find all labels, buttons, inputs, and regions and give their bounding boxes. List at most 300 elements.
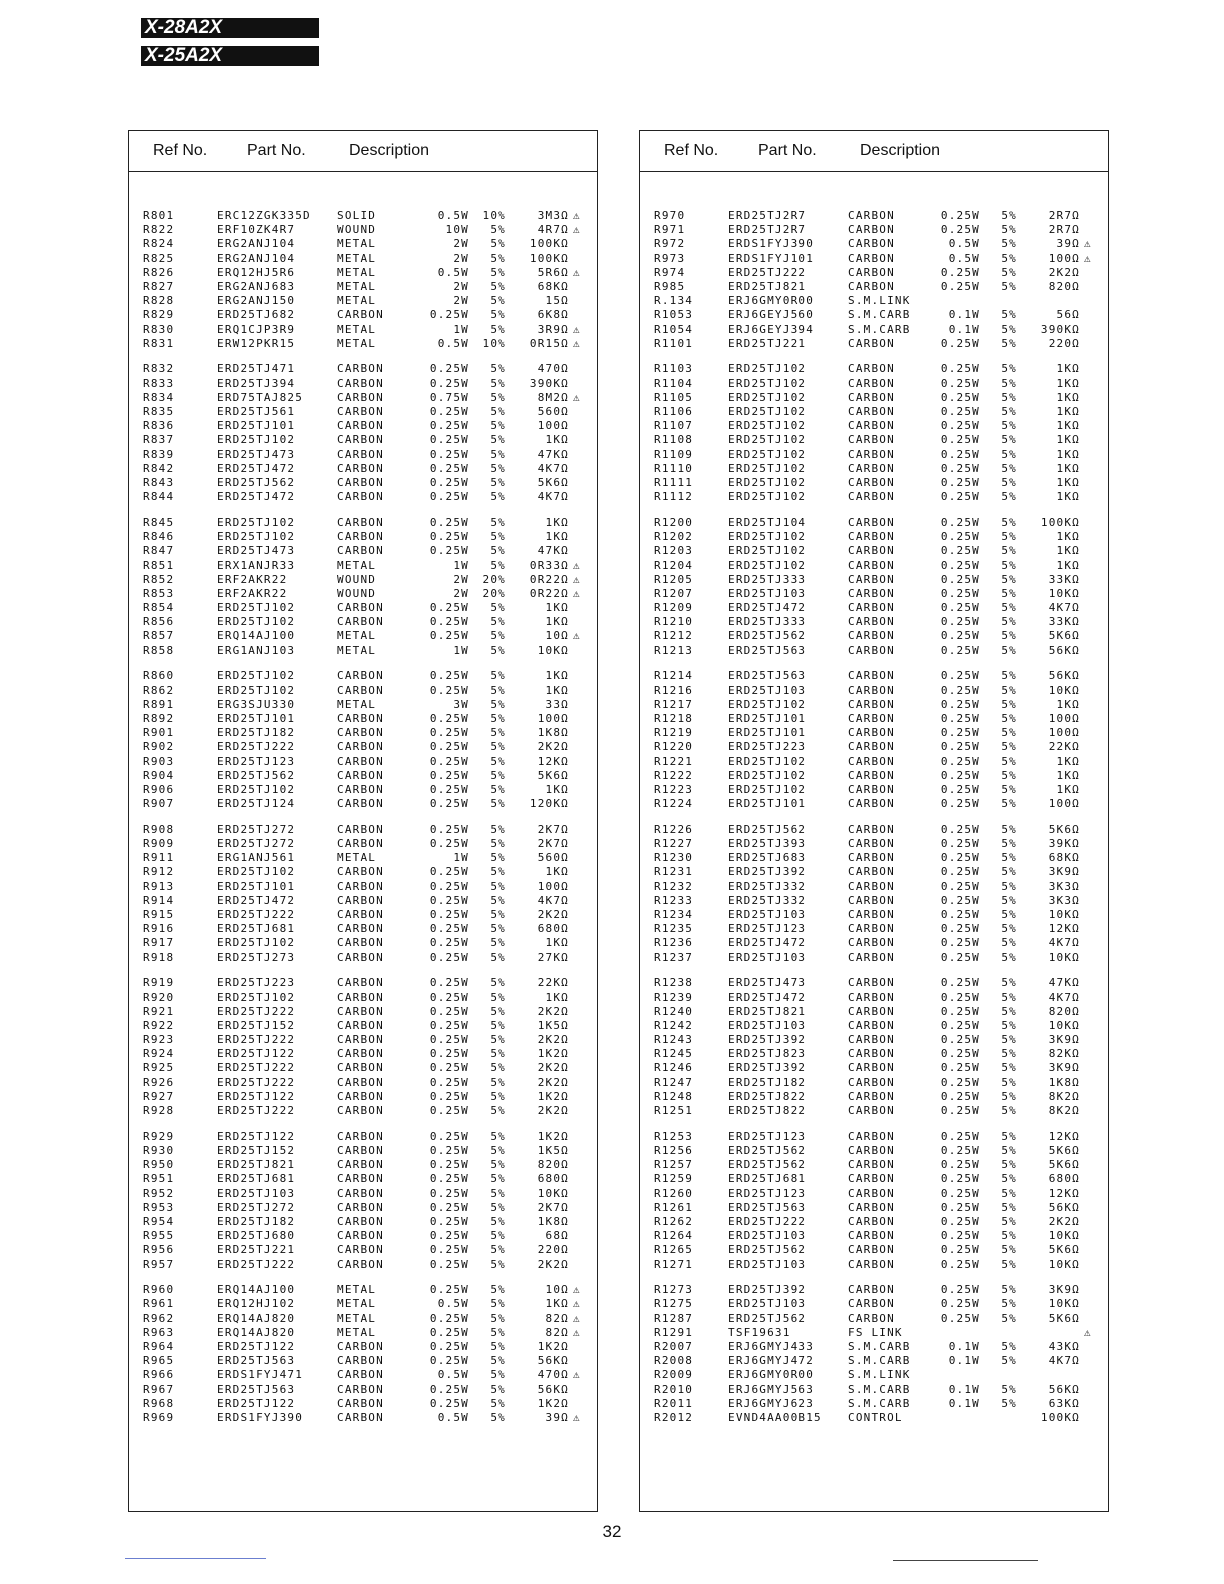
value: 120KΩ	[529, 797, 569, 811]
tolerance: 5%	[1001, 1382, 1017, 1396]
tolerance: 5%	[490, 1104, 506, 1118]
part-no: ERD25TJ822	[728, 1104, 807, 1118]
part-no: ERG1ANJ561	[217, 851, 296, 865]
part-no: ERD25TJ102	[217, 515, 296, 529]
type: CARBON	[848, 572, 895, 586]
ref-no: R843	[143, 475, 175, 489]
tolerance: 5%	[1001, 447, 1017, 461]
wattage: 0.25W	[429, 447, 469, 461]
table-row	[129, 1033, 597, 1047]
table-row	[640, 936, 1108, 950]
part-no: ERD25TJ102	[728, 490, 807, 504]
type: CARBON	[848, 405, 895, 419]
ref-no: R902	[143, 740, 175, 754]
tolerance: 5%	[490, 936, 506, 950]
type: CARBON	[337, 1368, 384, 1382]
page-number: 32	[602, 1522, 622, 1541]
ref-no: R985	[654, 279, 686, 293]
tolerance: 5%	[490, 1243, 506, 1257]
part-no: ERD25TJ472	[728, 601, 807, 615]
ref-no: R919	[143, 976, 175, 990]
part-no: ERD25TJ102	[728, 390, 807, 404]
wattage: 0.25W	[429, 490, 469, 504]
type: CARBON	[848, 475, 895, 489]
type: CARBON	[848, 1229, 895, 1243]
part-no: ERG2ANJ104	[217, 237, 296, 251]
wattage: 0.25W	[940, 1004, 980, 1018]
value: 10KΩ	[1048, 1297, 1080, 1311]
part-no: ERD25TJ563	[728, 1200, 807, 1214]
value: 12KΩ	[1048, 1129, 1080, 1143]
tolerance: 5%	[490, 322, 506, 336]
ref-no: R833	[143, 376, 175, 390]
tolerance: 5%	[1001, 1018, 1017, 1032]
value: 5K6Ω	[1048, 1311, 1080, 1325]
part-no: ERDS1FYJ101	[728, 251, 815, 265]
value: 1KΩ	[1056, 419, 1080, 433]
ref-no: R1109	[654, 447, 694, 461]
wattage: 0.25W	[429, 1283, 469, 1297]
part-no: ERD25TJ272	[217, 822, 296, 836]
type: CONTROL	[848, 1410, 903, 1424]
part-no: ERDS1FYJ390	[728, 237, 815, 251]
tolerance: 5%	[490, 490, 506, 504]
table-row	[640, 223, 1108, 237]
table-body	[129, 209, 597, 1437]
type: METAL	[337, 697, 377, 711]
value: 100KΩ	[529, 237, 569, 251]
ref-no: R1251	[654, 1104, 694, 1118]
tolerance: 5%	[1001, 544, 1017, 558]
wattage: 2W	[453, 586, 469, 600]
value: 5K6Ω	[1048, 1144, 1080, 1157]
value: 4K7Ω	[537, 893, 569, 907]
value: 56KΩ	[537, 1354, 569, 1368]
value: 82Ω	[545, 1325, 569, 1339]
wattage: 0.25W	[429, 711, 469, 725]
table-row	[640, 1090, 1108, 1104]
wattage: 0.25W	[940, 1311, 980, 1325]
value: 1K5Ω	[537, 1144, 569, 1157]
value: 820Ω	[537, 1158, 569, 1172]
tolerance: 5%	[1001, 1340, 1017, 1354]
type: CARBON	[848, 336, 895, 350]
type: CARBON	[848, 237, 895, 251]
ref-no: R957	[143, 1257, 175, 1271]
ref-no: R1253	[654, 1129, 694, 1143]
type: S.M.CARB	[848, 1354, 911, 1368]
tolerance: 5%	[490, 558, 506, 572]
ref-no: R953	[143, 1200, 175, 1214]
ref-no: R1232	[654, 879, 694, 893]
table-row	[640, 1397, 1108, 1411]
tolerance: 5%	[1001, 782, 1017, 796]
value: 1KΩ	[1056, 697, 1080, 711]
value: 1K8Ω	[537, 726, 569, 740]
row-group	[129, 823, 597, 965]
ref-no: R1245	[654, 1047, 694, 1061]
wattage: 0.25W	[429, 475, 469, 489]
tolerance: 5%	[490, 601, 506, 615]
footer-rule	[893, 1560, 1038, 1561]
part-no: ERD25TJ102	[728, 362, 807, 376]
wattage: 0.25W	[940, 711, 980, 725]
type: CARBON	[337, 936, 384, 950]
tolerance: 5%	[1001, 209, 1017, 222]
value: 22KΩ	[1048, 740, 1080, 754]
table-row	[129, 377, 597, 391]
part-no: ERQ14AJ820	[217, 1325, 296, 1339]
wattage: 0.25W	[429, 515, 469, 529]
table-row	[129, 951, 597, 965]
tolerance: 5%	[1001, 419, 1017, 433]
type: METAL	[337, 1311, 377, 1325]
table-row	[129, 698, 597, 712]
part-no: ERD25TJ182	[217, 726, 296, 740]
ref-no: R915	[143, 908, 175, 921]
ref-no: R1207	[654, 586, 694, 600]
wattage: 0.25W	[429, 976, 469, 990]
value: 2K2Ω	[1048, 265, 1080, 279]
type: CARBON	[337, 1396, 384, 1410]
type: CARBON	[848, 697, 895, 711]
ref-no: R1226	[654, 822, 694, 836]
type: CARBON	[848, 1158, 895, 1172]
value: 10KΩ	[1048, 683, 1080, 697]
type: CARBON	[337, 615, 384, 629]
wattage: 0.25W	[940, 405, 980, 419]
ref-no: R801	[143, 209, 175, 222]
table-row	[640, 209, 1108, 223]
type: CARBON	[848, 782, 895, 796]
ref-no: R912	[143, 865, 175, 879]
wattage: 0.25W	[940, 1129, 980, 1143]
table-row	[640, 894, 1108, 908]
type: METAL	[337, 851, 377, 865]
ref-no: R828	[143, 294, 175, 308]
safety-mark: ⚠	[573, 586, 581, 600]
table-row	[129, 851, 597, 865]
wattage: 0.25W	[429, 797, 469, 811]
ref-no: R930	[143, 1144, 175, 1157]
row-group	[640, 1130, 1108, 1272]
type: CARBON	[848, 837, 895, 851]
value: 100KΩ	[1040, 515, 1080, 529]
ref-no: R1239	[654, 990, 694, 1004]
value: 10KΩ	[1048, 1257, 1080, 1271]
table-row	[640, 237, 1108, 251]
tolerance: 5%	[1001, 950, 1017, 964]
tolerance: 5%	[490, 1283, 506, 1297]
tolerance: 5%	[1001, 390, 1017, 404]
part-no: ERD25TJ123	[728, 1186, 807, 1200]
part-no: ERD25TJ122	[217, 1396, 296, 1410]
tolerance: 5%	[1001, 279, 1017, 293]
wattage: 0.25W	[429, 1018, 469, 1032]
type: CARBON	[848, 558, 895, 572]
wattage: 0.1W	[948, 1340, 980, 1354]
tolerance: 5%	[1001, 1243, 1017, 1257]
value: 4K7Ω	[1048, 1354, 1080, 1368]
tolerance: 5%	[1001, 475, 1017, 489]
type: CARBON	[337, 976, 384, 990]
wattage: 0.25W	[429, 1144, 469, 1157]
ref-no: R.134	[654, 294, 694, 308]
value: 3K9Ω	[1048, 1033, 1080, 1047]
row-group	[129, 976, 597, 1118]
table-row	[129, 908, 597, 922]
wattage: 0.25W	[940, 1089, 980, 1103]
table-row	[640, 587, 1108, 601]
value: 220Ω	[1048, 336, 1080, 350]
header-part-no: Part No.	[758, 142, 817, 159]
ref-no: R1224	[654, 797, 694, 811]
type: CARBON	[848, 433, 895, 447]
value: 33KΩ	[1048, 572, 1080, 586]
type: CARBON	[848, 1297, 895, 1311]
value: 63KΩ	[1048, 1396, 1080, 1410]
table-row	[129, 936, 597, 950]
table-row	[129, 1326, 597, 1340]
table-row	[129, 755, 597, 769]
ref-no: R962	[143, 1311, 175, 1325]
tolerance: 5%	[490, 530, 506, 544]
type: CARBON	[848, 362, 895, 376]
value: 3K9Ω	[1048, 865, 1080, 879]
part-no: ERD25TJ223	[217, 976, 296, 990]
type: CARBON	[848, 544, 895, 558]
ref-no: R824	[143, 237, 175, 251]
type: CARBON	[337, 601, 384, 615]
part-no: ERD25TJ273	[217, 950, 296, 964]
table-row	[640, 1033, 1108, 1047]
table-row	[640, 684, 1108, 698]
wattage: 0.25W	[940, 1257, 980, 1271]
part-no: ERD25TJ821	[217, 1158, 296, 1172]
model-label-2: X-25A2X	[141, 46, 319, 66]
tolerance: 5%	[490, 223, 506, 237]
value: 1K2Ω	[537, 1089, 569, 1103]
value: 68Ω	[545, 1229, 569, 1243]
table-row	[129, 837, 597, 851]
type: CARBON	[848, 1047, 895, 1061]
ref-no: R909	[143, 837, 175, 851]
value: 2K2Ω	[537, 740, 569, 754]
ref-no: R844	[143, 490, 175, 504]
tolerance: 5%	[1001, 1075, 1017, 1089]
part-no: ERD25TJ562	[217, 475, 296, 489]
value: 10KΩ	[537, 643, 569, 657]
table-row	[129, 237, 597, 251]
parts-table-left	[128, 130, 598, 1512]
type: CARBON	[848, 754, 895, 768]
ref-no: R856	[143, 615, 175, 629]
type: CARBON	[848, 1089, 895, 1103]
table-row	[640, 308, 1108, 322]
wattage: 0.25W	[940, 1075, 980, 1089]
value: 3K9Ω	[1048, 1061, 1080, 1075]
part-no: ERD25TJ681	[217, 1172, 296, 1186]
type: CARBON	[337, 433, 384, 447]
type: CARBON	[337, 865, 384, 879]
value: 1K2Ω	[537, 1340, 569, 1354]
part-no: ERD25TJ272	[217, 1200, 296, 1214]
table-row	[640, 323, 1108, 337]
part-no: ERD25TJ101	[728, 797, 807, 811]
tolerance: 5%	[1001, 936, 1017, 950]
safety-mark: ⚠	[573, 1410, 581, 1424]
type: CARBON	[337, 893, 384, 907]
wattage: 0.25W	[429, 1354, 469, 1368]
part-no: ERD25TJ122	[217, 1089, 296, 1103]
type: CARBON	[848, 209, 895, 222]
ref-no: R854	[143, 601, 175, 615]
ref-no: R1216	[654, 683, 694, 697]
safety-mark: ⚠	[573, 336, 581, 350]
value: 100Ω	[1048, 797, 1080, 811]
tolerance: 5%	[1001, 1229, 1017, 1243]
part-no: ERD25TJ102	[728, 782, 807, 796]
ref-no: R839	[143, 447, 175, 461]
table-row	[640, 294, 1108, 308]
wattage: 0.25W	[429, 1089, 469, 1103]
table-row	[129, 266, 597, 280]
table-row	[129, 669, 597, 683]
type: METAL	[337, 1297, 377, 1311]
part-no: ERW12PKR15	[217, 336, 296, 350]
ref-no: R1111	[654, 475, 694, 489]
tolerance: 5%	[490, 865, 506, 879]
wattage: 0.25W	[940, 1158, 980, 1172]
tolerance: 5%	[1001, 754, 1017, 768]
type: CARBON	[337, 908, 384, 921]
value: 1KΩ	[1056, 782, 1080, 796]
wattage: 0.25W	[429, 879, 469, 893]
value: 560Ω	[537, 405, 569, 419]
type: CARBON	[337, 390, 384, 404]
table-row	[640, 1144, 1108, 1158]
ref-no: R1222	[654, 768, 694, 782]
ref-no: R1234	[654, 908, 694, 921]
type: S.M.CARB	[848, 1340, 911, 1354]
tolerance: 5%	[1001, 433, 1017, 447]
type: CARBON	[848, 1018, 895, 1032]
part-no: ERD25TJ103	[728, 1229, 807, 1243]
table-row	[640, 462, 1108, 476]
safety-mark: ⚠	[573, 265, 581, 279]
value: 56KΩ	[1048, 1382, 1080, 1396]
table-row	[640, 573, 1108, 587]
value: 1KΩ	[545, 1297, 569, 1311]
type: CARBON	[337, 1186, 384, 1200]
value: 100KΩ	[1040, 1410, 1080, 1424]
safety-mark: ⚠	[573, 223, 581, 237]
table-row	[129, 1005, 597, 1019]
wattage: 0.1W	[948, 322, 980, 336]
wattage: 0.25W	[429, 950, 469, 964]
value: 4R7Ω	[537, 223, 569, 237]
part-no: ERD25TJ472	[217, 490, 296, 504]
wattage: 1W	[453, 558, 469, 572]
type: CARBON	[848, 390, 895, 404]
table-row	[640, 530, 1108, 544]
part-no: ERQ14AJ100	[217, 629, 296, 643]
table-row	[640, 615, 1108, 629]
wattage: 0.25W	[940, 697, 980, 711]
value: 1K2Ω	[537, 1396, 569, 1410]
tolerance: 5%	[490, 976, 506, 990]
type: S.M.CARB	[848, 1382, 911, 1396]
table-row	[640, 1130, 1108, 1144]
ref-no: R1221	[654, 754, 694, 768]
tolerance: 5%	[490, 1368, 506, 1382]
part-no: ERD25TJ152	[217, 1018, 296, 1032]
tolerance: 5%	[1001, 376, 1017, 390]
tolerance: 5%	[1001, 1214, 1017, 1228]
part-no: ERD25TJ122	[217, 1340, 296, 1354]
type: CARBON	[337, 419, 384, 433]
table-row	[640, 433, 1108, 447]
tolerance: 5%	[490, 797, 506, 811]
wattage: 10W	[445, 223, 469, 237]
part-no: ERD25TJ222	[217, 1061, 296, 1075]
type: CARBON	[337, 1200, 384, 1214]
wattage: 0.25W	[940, 515, 980, 529]
value: 3K9Ω	[1048, 1283, 1080, 1297]
wattage: 0.25W	[429, 837, 469, 851]
part-no: ERD25TJ821	[728, 1004, 807, 1018]
wattage: 0.25W	[429, 376, 469, 390]
ref-no: R927	[143, 1089, 175, 1103]
type: CARBON	[337, 922, 384, 936]
safety-mark: ⚠	[573, 558, 581, 572]
ref-no: R951	[143, 1172, 175, 1186]
tolerance: 5%	[1001, 615, 1017, 629]
value: 100Ω	[537, 879, 569, 893]
value: 1KΩ	[1056, 490, 1080, 504]
wattage: 0.25W	[940, 629, 980, 643]
ref-no: R1112	[654, 490, 694, 504]
table-row	[640, 419, 1108, 433]
wattage: 0.25W	[940, 683, 980, 697]
ref-no: R920	[143, 990, 175, 1004]
table-row	[640, 448, 1108, 462]
tolerance: 5%	[490, 1229, 506, 1243]
ref-no: R956	[143, 1243, 175, 1257]
value: 1KΩ	[545, 683, 569, 697]
tolerance: 5%	[490, 1410, 506, 1424]
type: CARBON	[848, 1311, 895, 1325]
wattage: 0.25W	[940, 362, 980, 376]
tolerance: 5%	[490, 294, 506, 308]
ref-no: R891	[143, 697, 175, 711]
value: 2R7Ω	[1048, 209, 1080, 222]
ref-no: R1287	[654, 1311, 694, 1325]
row-group	[129, 209, 597, 351]
wattage: 0.25W	[940, 433, 980, 447]
table-row	[129, 991, 597, 1005]
type: CARBON	[337, 1033, 384, 1047]
value: 2K2Ω	[537, 1075, 569, 1089]
value: 5K6Ω	[1048, 1158, 1080, 1172]
value: 1KΩ	[545, 601, 569, 615]
row-group	[640, 1283, 1108, 1425]
tolerance: 5%	[1001, 1033, 1017, 1047]
type: CARBON	[337, 837, 384, 851]
tolerance: 5%	[490, 1075, 506, 1089]
header-ref-no: Ref No.	[664, 142, 719, 159]
wattage: 0.25W	[940, 922, 980, 936]
